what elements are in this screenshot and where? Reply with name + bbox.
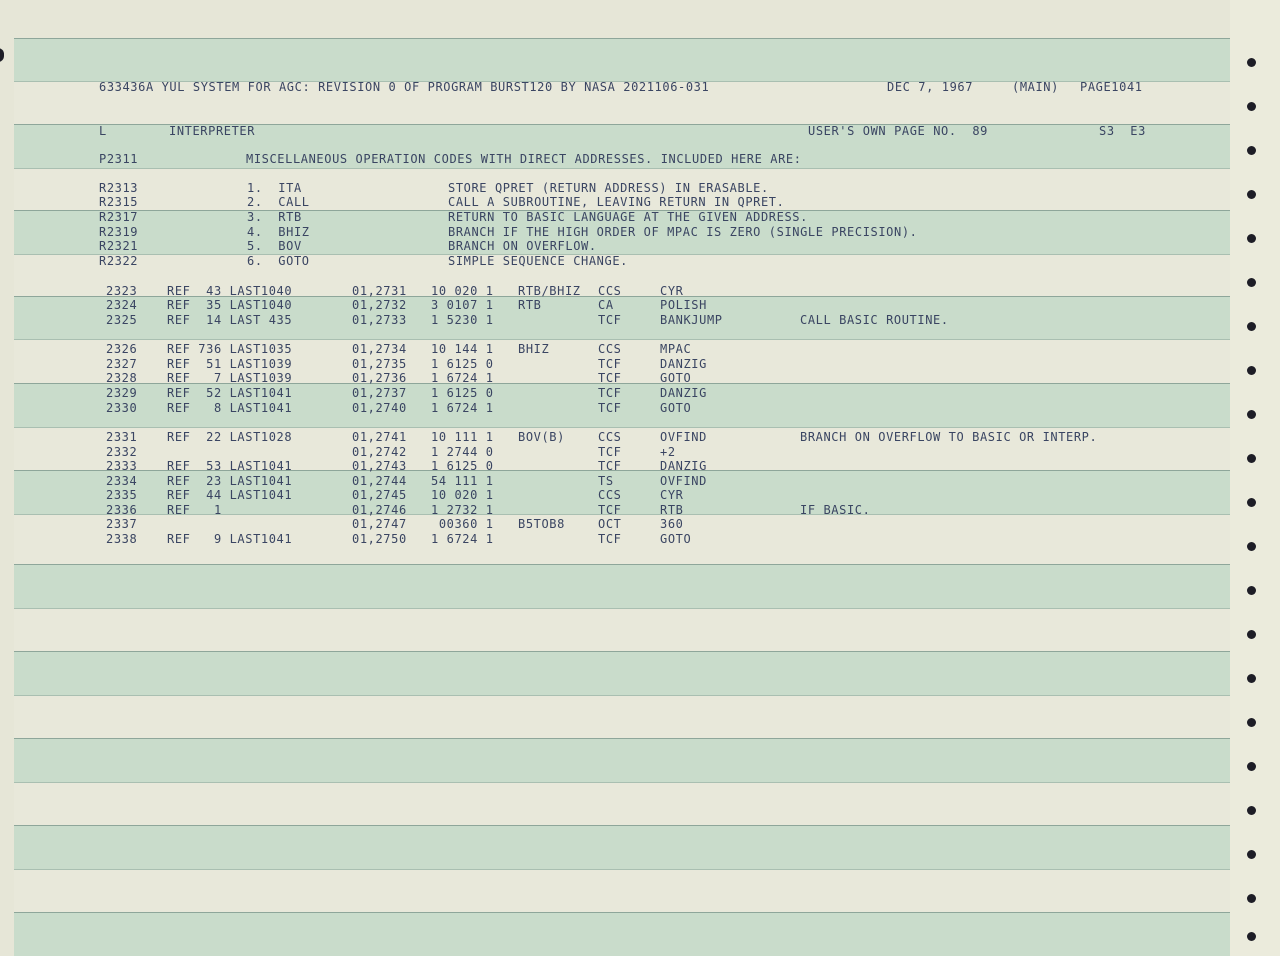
- line-number: 2327: [106, 357, 138, 371]
- feed-hole: [1247, 234, 1256, 243]
- operand: POLISH: [660, 298, 707, 312]
- label: RTB/BHIZ: [518, 284, 581, 298]
- address: 01,2734: [352, 342, 407, 356]
- machine-word: 1 2732 1: [431, 503, 494, 517]
- feed-hole: [1247, 366, 1256, 375]
- feed-hole: [1247, 322, 1256, 331]
- opcode: TCF: [598, 445, 622, 459]
- operand: MPAC: [660, 342, 692, 356]
- p-line-text: MISCELLANEOUS OPERATION CODES WITH DIRECT ADDRESSES. INCLUDED HERE ARE:: [246, 152, 802, 166]
- line-number: 2338: [106, 532, 138, 546]
- address: 01,2732: [352, 298, 407, 312]
- opcode: CCS: [598, 430, 622, 444]
- remark-number: R2319: [99, 225, 139, 239]
- listing-page-number: PAGE1041: [1080, 80, 1143, 94]
- feed-hole: [1247, 542, 1256, 551]
- comment: BRANCH ON OVERFLOW TO BASIC OR INTERP.: [800, 430, 1098, 444]
- p-line-number: P2311: [99, 152, 139, 166]
- operand: RTB: [660, 503, 684, 517]
- section-title: INTERPRETER: [169, 124, 256, 138]
- operand: OVFIND: [660, 474, 707, 488]
- line-number: 2323: [106, 284, 138, 298]
- remark-description: SIMPLE SEQUENCE CHANGE.: [448, 254, 628, 268]
- machine-word: 1 6724 1: [431, 401, 494, 415]
- comment: CALL BASIC ROUTINE.: [800, 313, 949, 327]
- feed-hole: [1247, 58, 1256, 67]
- feed-hole: [1247, 630, 1256, 639]
- remark-item: 3. RTB: [247, 210, 302, 224]
- operand: OVFIND: [660, 430, 707, 444]
- feed-hole: [1247, 586, 1256, 595]
- remark-item: 1. ITA: [247, 181, 302, 195]
- line-number: 2331: [106, 430, 138, 444]
- opcode: TCF: [598, 313, 622, 327]
- remark-description: CALL A SUBROUTINE, LEAVING RETURN IN QPRET.: [448, 195, 785, 209]
- feed-hole: [1247, 190, 1256, 199]
- machine-word: 10 144 1: [431, 342, 494, 356]
- feed-hole: [1247, 806, 1256, 815]
- remark-item: 4. BHIZ: [247, 225, 310, 239]
- operand: GOTO: [660, 401, 692, 415]
- address: 01,2745: [352, 488, 407, 502]
- operand: CYR: [660, 488, 684, 502]
- address: 01,2746: [352, 503, 407, 517]
- line-number: 2336: [106, 503, 138, 517]
- operand: DANZIG: [660, 357, 707, 371]
- greenbar-band: [14, 38, 1230, 82]
- operand: 360: [660, 517, 684, 531]
- feed-hole: [1247, 718, 1256, 727]
- address: 01,2735: [352, 357, 407, 371]
- line-number: 2325: [106, 313, 138, 327]
- address: 01,2743: [352, 459, 407, 473]
- feed-hole: [1247, 146, 1256, 155]
- reference: REF 44 LAST1041: [167, 488, 293, 502]
- line-number: 2337: [106, 517, 138, 531]
- remark-item: 5. BOV: [247, 239, 302, 253]
- greenbar-band: [14, 825, 1230, 870]
- address: 01,2750: [352, 532, 407, 546]
- machine-word: 1 6724 1: [431, 532, 494, 546]
- feed-hole: [1247, 850, 1256, 859]
- machine-word: 10 111 1: [431, 430, 494, 444]
- label: B5TOB8: [518, 517, 565, 531]
- line-number: 2326: [106, 342, 138, 356]
- opcode: OCT: [598, 517, 622, 531]
- feed-hole: [1247, 102, 1256, 111]
- operand: DANZIG: [660, 386, 707, 400]
- operand: GOTO: [660, 371, 692, 385]
- feed-hole: [1247, 410, 1256, 419]
- address: 01,2740: [352, 401, 407, 415]
- opcode: TS: [598, 474, 614, 488]
- opcode: TCF: [598, 371, 622, 385]
- opcode: TCF: [598, 386, 622, 400]
- listing-main: (MAIN): [1012, 80, 1059, 94]
- reference: REF 9 LAST1041: [167, 532, 293, 546]
- line-number: 2335: [106, 488, 138, 502]
- comment: IF BASIC.: [800, 503, 871, 517]
- remark-description: RETURN TO BASIC LANGUAGE AT THE GIVEN ADDRESS.: [448, 210, 808, 224]
- address: 01,2747: [352, 517, 407, 531]
- opcode: CCS: [598, 488, 622, 502]
- reference: REF 736 LAST1035: [167, 342, 293, 356]
- opcode: TCF: [598, 357, 622, 371]
- machine-word: 1 6125 0: [431, 459, 494, 473]
- reference: REF 14 LAST 435: [167, 313, 293, 327]
- reference: REF 35 LAST1040: [167, 298, 293, 312]
- address: 01,2733: [352, 313, 407, 327]
- line-number: 2332: [106, 445, 138, 459]
- opcode: CCS: [598, 284, 622, 298]
- machine-word: 10 020 1: [431, 284, 494, 298]
- reference: REF 8 LAST1041: [167, 401, 293, 415]
- reference: REF 23 LAST1041: [167, 474, 293, 488]
- opcode: TCF: [598, 532, 622, 546]
- reference: REF 51 LAST1039: [167, 357, 293, 371]
- reference: REF 43 LAST1040: [167, 284, 293, 298]
- feed-hole: [1247, 674, 1256, 683]
- remark-number: R2317: [99, 210, 139, 224]
- feed-hole: [1247, 932, 1256, 941]
- opcode: CCS: [598, 342, 622, 356]
- line-number: 2334: [106, 474, 138, 488]
- operand: +2: [660, 445, 676, 459]
- remark-number: R2322: [99, 254, 139, 268]
- remark-number: R2315: [99, 195, 139, 209]
- remark-description: BRANCH IF THE HIGH ORDER OF MPAC IS ZERO (SINGLE PRECISION).: [448, 225, 918, 239]
- label: BOV(B): [518, 430, 565, 444]
- greenbar-band: [14, 738, 1230, 783]
- address: 01,2731: [352, 284, 407, 298]
- machine-word: 10 020 1: [431, 488, 494, 502]
- feed-hole: [1247, 498, 1256, 507]
- operand: DANZIG: [660, 459, 707, 473]
- machine-word: 1 6125 0: [431, 357, 494, 371]
- log-marker: L: [99, 124, 107, 138]
- remark-number: R2313: [99, 181, 139, 195]
- machine-word: 3 0107 1: [431, 298, 494, 312]
- operand: BANKJUMP: [660, 313, 723, 327]
- remark-description: BRANCH ON OVERFLOW.: [448, 239, 597, 253]
- feed-hole: [1247, 454, 1256, 463]
- line-number: 2333: [106, 459, 138, 473]
- feed-hole: [1247, 762, 1256, 771]
- operand: CYR: [660, 284, 684, 298]
- machine-word: 54 111 1: [431, 474, 494, 488]
- address: 01,2744: [352, 474, 407, 488]
- opcode: TCF: [598, 503, 622, 517]
- listing-header: 633436A YUL SYSTEM FOR AGC: REVISION 0 OF PROGRAM BURST120 BY NASA 2021106-031: [99, 80, 710, 94]
- machine-word: 00360 1: [431, 517, 494, 531]
- label: RTB: [518, 298, 542, 312]
- page-code: S3 E3: [1099, 124, 1146, 138]
- machine-word: 1 6724 1: [431, 371, 494, 385]
- greenbar-band: [14, 651, 1230, 696]
- feed-hole: [1247, 278, 1256, 287]
- greenbar-band: [14, 564, 1230, 609]
- listing-date: DEC 7, 1967: [887, 80, 974, 94]
- reference: REF 1: [167, 503, 222, 517]
- greenbar-band: [14, 912, 1230, 956]
- line-number: 2330: [106, 401, 138, 415]
- remark-item: 2. CALL: [247, 195, 310, 209]
- address: 01,2741: [352, 430, 407, 444]
- opcode: TCF: [598, 459, 622, 473]
- operand: GOTO: [660, 532, 692, 546]
- reference: REF 52 LAST1041: [167, 386, 293, 400]
- remark-description: STORE QPRET (RETURN ADDRESS) IN ERASABLE.: [448, 181, 769, 195]
- line-number: 2328: [106, 371, 138, 385]
- reference: REF 22 LAST1028: [167, 430, 293, 444]
- remark-number: R2321: [99, 239, 139, 253]
- machine-word: 1 2744 0: [431, 445, 494, 459]
- label: BHIZ: [518, 342, 550, 356]
- reference: REF 7 LAST1039: [167, 371, 293, 385]
- feed-hole: [1247, 894, 1256, 903]
- tractor-feed-strip: [1230, 0, 1280, 956]
- address: 01,2737: [352, 386, 407, 400]
- reference: REF 53 LAST1041: [167, 459, 293, 473]
- opcode: TCF: [598, 401, 622, 415]
- address: 01,2736: [352, 371, 407, 385]
- remark-item: 6. GOTO: [247, 254, 310, 268]
- machine-word: 1 5230 1: [431, 313, 494, 327]
- line-number: 2329: [106, 386, 138, 400]
- address: 01,2742: [352, 445, 407, 459]
- line-number: 2324: [106, 298, 138, 312]
- user-page-number: USER'S OWN PAGE NO. 89: [808, 124, 988, 138]
- opcode: CA: [598, 298, 614, 312]
- left-feed-hole: [0, 48, 4, 62]
- machine-word: 1 6125 0: [431, 386, 494, 400]
